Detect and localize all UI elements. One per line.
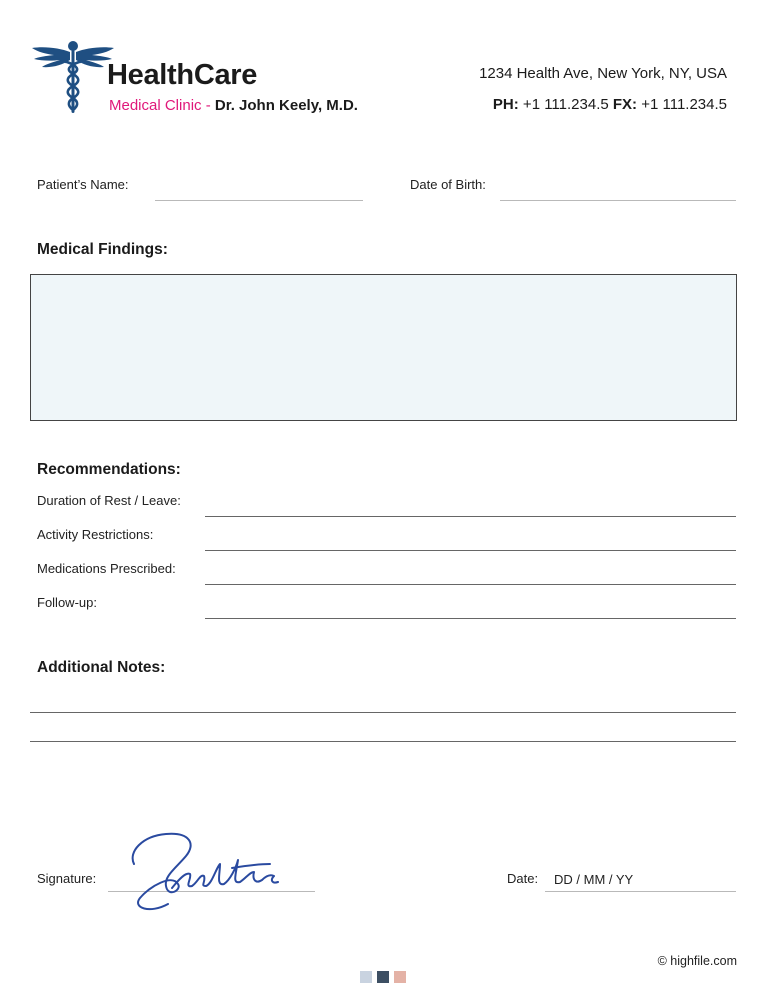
notes-line-1[interactable]: [30, 712, 736, 713]
follow-up-field[interactable]: [205, 618, 736, 619]
swatch-light: [360, 971, 372, 983]
fax-number: +1 111.234.5: [637, 96, 727, 113]
medical-findings-box[interactable]: [30, 274, 737, 421]
medical-findings-value: [31, 275, 736, 291]
caduceus-icon: [30, 40, 116, 116]
swatch-dark: [377, 971, 389, 983]
fax-label: FX:: [612, 96, 638, 113]
activity-restrictions-field[interactable]: [205, 550, 736, 551]
medications-field[interactable]: [205, 584, 736, 585]
recommendations-heading: Recommendations:: [37, 461, 181, 478]
clinic-label: Medical Clinic -: [109, 97, 215, 114]
brand-name: HealthCare: [107, 59, 258, 91]
date-field[interactable]: [545, 872, 736, 892]
signature-label: Signature:: [37, 871, 97, 886]
copyright-text: © highfile.com: [657, 954, 737, 968]
notes-line-2[interactable]: [30, 741, 736, 742]
rest-duration-label: Duration of Rest / Leave:: [37, 493, 181, 508]
dob-field[interactable]: [500, 200, 736, 201]
date-label: Date:: [507, 871, 539, 886]
medications-label: Medications Prescribed:: [37, 561, 176, 576]
medical-findings-heading: Medical Findings:: [37, 241, 168, 258]
activity-restrictions-label: Activity Restrictions:: [37, 527, 154, 542]
doctor-name: Dr. John Keely, M.D.: [214, 97, 358, 114]
clinic-address: 1234 Health Ave, New York, NY, USA: [479, 65, 727, 82]
signature-ink: [120, 828, 295, 918]
rest-duration-field[interactable]: [205, 516, 736, 517]
patient-name-label: Patient’s Name:: [37, 177, 129, 192]
swatch-peach: [394, 971, 406, 983]
follow-up-label: Follow-up:: [37, 595, 97, 610]
phone-label: PH:: [492, 96, 519, 113]
phone-number: +1 111.234.5: [518, 96, 613, 113]
clinic-line: [109, 97, 358, 114]
date-value: DD / MM / YY: [554, 872, 634, 887]
additional-notes-heading: Additional Notes:: [37, 659, 166, 676]
contact-line: [493, 96, 727, 113]
dob-label: Date of Birth:: [410, 177, 486, 192]
patient-name-field[interactable]: [155, 200, 363, 201]
